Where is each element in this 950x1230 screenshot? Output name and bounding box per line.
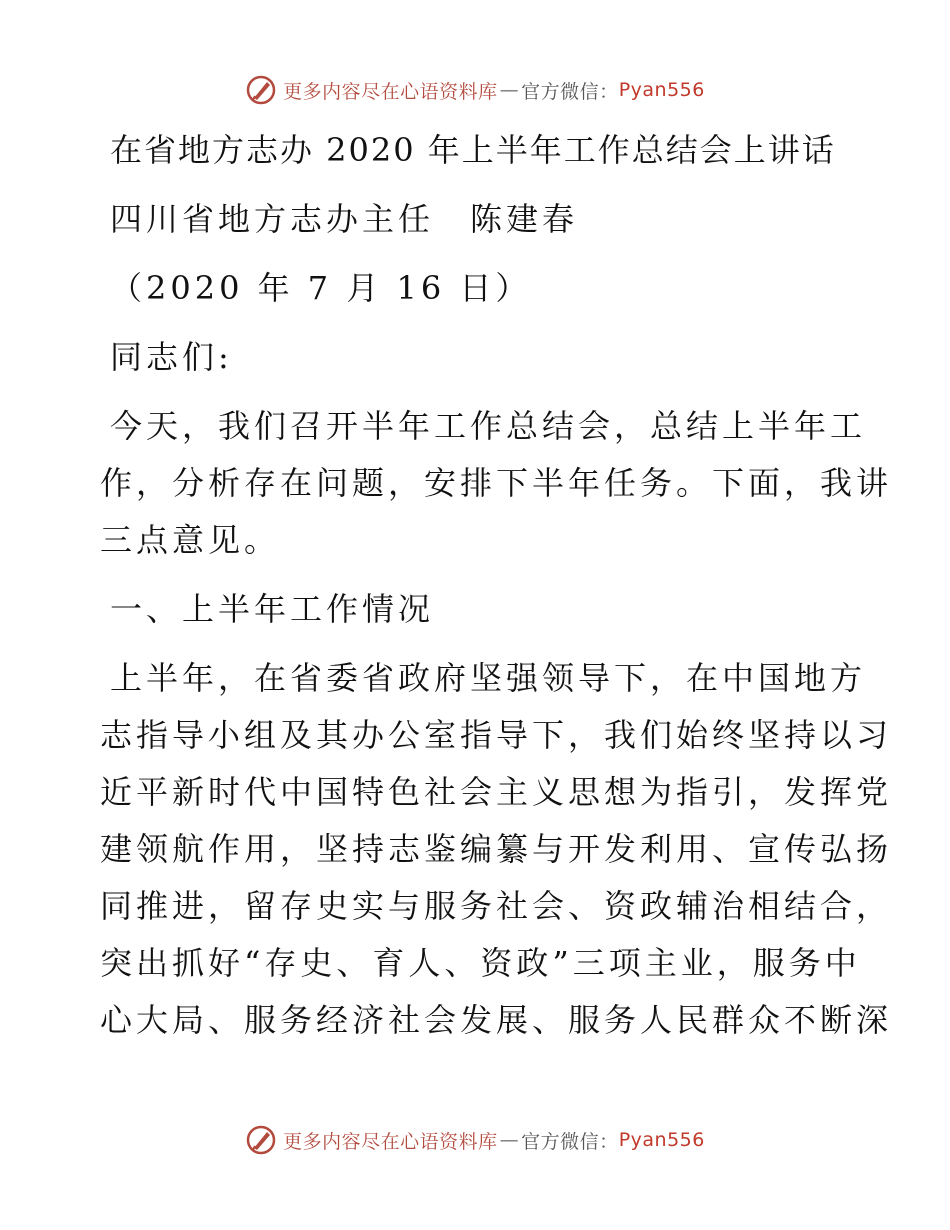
- paragraph-line: 三点意见。: [100, 521, 281, 559]
- paragraph-line: 心大局、服务经济社会发展、服务人民群众不断深: [100, 1001, 893, 1039]
- paragraph-line: 今天，我们召开半年工作总结会，总结上半年工: [110, 407, 867, 445]
- footer-watermark: [0, 1120, 950, 1160]
- watermark-separator: —: [499, 79, 520, 101]
- body-paragraph: [100, 650, 893, 1049]
- watermark-wechat-id: Pyan556: [618, 1129, 705, 1151]
- paragraph-line: 同推进，留存史实与服务社会、资政辅治相结合，: [100, 887, 893, 925]
- watermark-text: 更多内容尽在心语资料库: [283, 80, 498, 103]
- paragraph-line: 志指导小组及其办公室指导下，我们始终坚持以习: [100, 716, 893, 754]
- paragraph-line: 突出抓好“存史、育人、资政”三项主业，服务中: [100, 944, 861, 982]
- watermark-official-label: 官方微信：: [521, 1130, 619, 1153]
- document-body: [100, 122, 893, 1049]
- paragraph-line: 作，分析存在问题，安排下半年任务。下面，我讲: [100, 464, 893, 502]
- salutation: 同志们:: [110, 338, 233, 376]
- quill-logo-icon: [245, 74, 277, 106]
- watermark-wechat-id: Pyan556: [618, 79, 705, 101]
- quill-logo-icon: [245, 1124, 277, 1156]
- document-date: （2020 年 7 月 16 日）: [110, 269, 532, 307]
- paragraph-line: 近平新时代中国特色社会主义思想为指引，发挥党: [100, 773, 893, 811]
- watermark-official-label: 官方微信：: [521, 80, 619, 103]
- intro-paragraph: [100, 398, 893, 569]
- header-watermark: [0, 70, 950, 110]
- paragraph-line: 上半年，在省委省政府坚强领导下，在中国地方: [110, 659, 867, 697]
- section-heading: 一、上半年工作情况: [110, 590, 435, 628]
- document-title: 在省地方志办 2020 年上半年工作总结会上讲话: [110, 131, 836, 169]
- paragraph-line: 建领航作用，坚持志鉴编纂与开发利用、宣传弘扬: [100, 830, 893, 868]
- watermark-separator: —: [499, 1129, 520, 1151]
- watermark-text: 更多内容尽在心语资料库: [283, 1130, 498, 1153]
- document-author: 四川省地方志办主任 陈建春: [110, 200, 579, 238]
